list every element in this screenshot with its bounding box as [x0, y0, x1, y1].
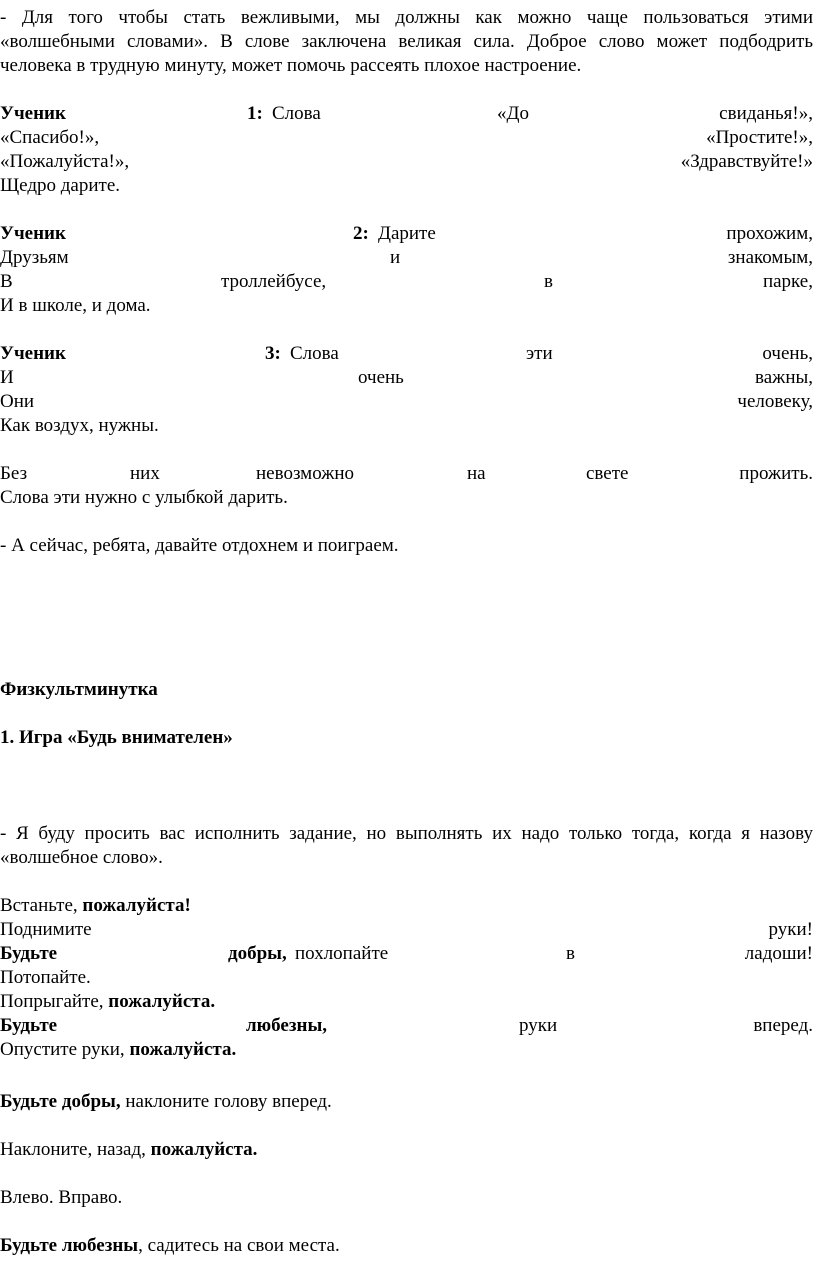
word: «Пожалуйста!», — [0, 151, 130, 172]
word: «Спасибо!», — [0, 127, 100, 148]
word: эти — [526, 343, 553, 364]
stanza-1-line-1 — [0, 102, 813, 126]
stanza-1-line-4: Щедро дарите. — [0, 175, 121, 196]
command-9 — [0, 1138, 813, 1162]
magic-word: добры, — [228, 943, 287, 964]
command-text: наклоните голову вперед. — [120, 1091, 332, 1112]
speaker-number: 2: — [353, 223, 369, 244]
stanza-2-line-3 — [0, 270, 813, 294]
intro-line-2: «волшебными словами». В слове заключена великая сила. Доброе слово может подбодрить — [0, 31, 813, 52]
command-text: руки! — [768, 919, 813, 940]
word: прожить. — [739, 463, 813, 484]
stanza-4-line-2: Слова эти нужно с улыбкой дарить. — [0, 487, 288, 508]
word: Друзьям — [0, 247, 69, 268]
command-1 — [0, 894, 813, 918]
word: И — [0, 367, 14, 388]
section-heading: Физкультминутка — [0, 679, 158, 700]
command-text: руки — [519, 1015, 558, 1036]
word: Слова — [272, 103, 321, 124]
command-4: Потопайте. — [0, 967, 91, 988]
command-6 — [0, 1014, 813, 1038]
rest-line: - А сейчас, ребята, давайте отдохнем и поиграем. — [0, 535, 399, 556]
command-5 — [0, 990, 813, 1014]
command-11 — [0, 1234, 813, 1258]
word: Они — [0, 391, 35, 412]
speaker-label: Ученик — [0, 343, 66, 364]
command-8 — [0, 1090, 813, 1114]
stanza-2-line-2 — [0, 246, 813, 270]
speaker-label: Ученик — [0, 223, 66, 244]
word: в — [544, 271, 553, 292]
stanza-2-line-1 — [0, 222, 813, 246]
command-text: Опустите руки, — [0, 1039, 130, 1060]
word: Дарите — [378, 223, 436, 244]
speaker-number: 3: — [265, 343, 281, 364]
word: парке, — [762, 271, 813, 292]
command-text: , садитесь на свои места. — [138, 1235, 340, 1256]
magic-word: Будьте — [0, 943, 58, 964]
word: очень, — [762, 343, 813, 364]
magic-word: любезны, — [246, 1015, 328, 1036]
word: троллейбусе, — [221, 271, 327, 292]
stanza-1-line-2 — [0, 126, 813, 150]
command-text: похлопайте — [295, 943, 389, 964]
magic-word: пожалуйста! — [82, 895, 191, 916]
word: В — [0, 271, 13, 292]
magic-word: Будьте добры, — [0, 1091, 121, 1112]
command-text: Попрыгайте, — [0, 991, 109, 1012]
command-text: Наклоните, назад, — [0, 1139, 151, 1160]
command-text: вперед. — [753, 1015, 813, 1036]
instruction-line-1: - Я буду просить вас исполнить задание, но выполнять их надо только тогда, когда я назову — [0, 823, 813, 844]
word: прохожим, — [726, 223, 813, 244]
magic-word: пожалуйста. — [129, 1039, 237, 1060]
word: свиданья!», — [719, 103, 813, 124]
stanza-3-line-1 — [0, 342, 813, 366]
command-2 — [0, 918, 813, 942]
magic-word: Будьте — [0, 1015, 58, 1036]
word: Без — [0, 463, 28, 484]
word: «Простите!», — [706, 127, 813, 148]
stanza-1-line-3 — [0, 150, 813, 174]
magic-word: пожалуйста. — [150, 1139, 258, 1160]
word: «Здравствуйте!» — [680, 151, 813, 172]
stanza-2-line-4: И в школе, и дома. — [0, 295, 151, 316]
magic-word: пожалуйста. — [108, 991, 216, 1012]
speaker-number: 1: — [247, 103, 263, 124]
command-text: Поднимите — [0, 919, 92, 940]
intro-line-1: - Для того чтобы стать вежливыми, мы должны как можно чаще пользоваться этими — [0, 7, 813, 28]
speaker-label: Ученик — [0, 103, 66, 124]
intro-line-3: человека в трудную минуту, может помочь рассеять плохое настроение. — [0, 55, 582, 76]
stanza-3-line-2 — [0, 366, 813, 390]
word: них — [130, 463, 160, 484]
word: важны, — [755, 367, 813, 388]
command-text: ладоши! — [744, 943, 813, 964]
stanza-3-line-3 — [0, 390, 813, 414]
instruction-line-2: «волшебное слово». — [0, 847, 163, 868]
word: знакомым, — [727, 247, 813, 268]
word: очень — [358, 367, 404, 388]
command-10: Влево. Вправо. — [0, 1187, 123, 1208]
stanza-4-line-1 — [0, 462, 813, 486]
word: человеку, — [737, 391, 813, 412]
word: свете — [586, 463, 629, 484]
word: невозможно — [256, 463, 355, 484]
stanza-3-line-4: Как воздух, нужны. — [0, 415, 159, 436]
word: и — [390, 247, 401, 268]
game-heading: 1. Игра «Будь внимателен» — [0, 727, 233, 748]
command-7 — [0, 1038, 813, 1062]
command-3 — [0, 942, 813, 966]
word: на — [467, 463, 486, 484]
word: Слова — [290, 343, 339, 364]
command-text: Встаньте, — [0, 895, 83, 916]
command-text: в — [566, 943, 575, 964]
word: «До — [497, 103, 529, 124]
magic-word: Будьте любезны — [0, 1235, 139, 1256]
